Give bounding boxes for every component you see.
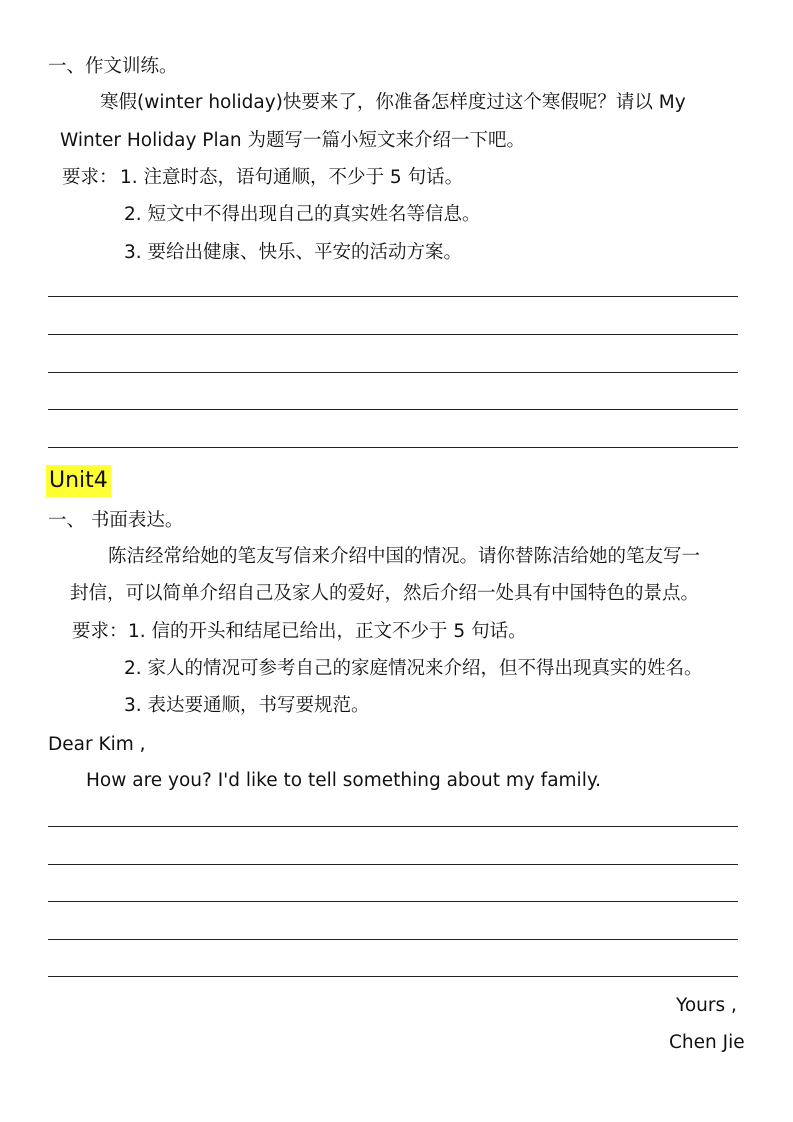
writing-line[interactable] <box>48 372 738 373</box>
section2-prompt-line1: 陈洁经常给她的笔友写信来介绍中国的情况。请你替陈洁给她的笔友写一 <box>108 546 701 567</box>
section1-prompt-line2: Winter Holiday Plan 为题写一篇小短文来介绍一下吧。 <box>60 130 526 151</box>
section2-requirement-3: 3. 表达要通顺，书写要规范。 <box>124 695 370 716</box>
section2-requirement-1: 1. 信的开头和结尾已给出，正文不少于 5 句话。 <box>128 621 527 642</box>
section2-heading: 一、 书面表达。 <box>48 510 184 531</box>
section1-requirement-3: 3. 要给出健康、快乐、平安的活动方案。 <box>124 242 463 263</box>
section1-requirements-label: 要求： <box>62 167 118 188</box>
letter-signature: Chen Jie <box>669 1032 745 1053</box>
section2-requirements-label: 要求： <box>72 621 128 642</box>
writing-line[interactable] <box>48 939 738 940</box>
section2-requirement-2: 2. 家人的情况可参考自己的家庭情况来介绍，但不得出现真实的姓名。 <box>124 658 703 679</box>
writing-line[interactable] <box>48 447 738 448</box>
unit-label: Unit4 <box>46 465 111 497</box>
letter-closing: Yours , <box>676 995 737 1016</box>
writing-line[interactable] <box>48 901 738 902</box>
letter-greeting: Dear Kim , <box>48 734 146 755</box>
section1-heading: 一、作文训练。 <box>48 56 178 77</box>
section1-prompt-line1: 寒假(winter holiday)快要来了，你准备怎样度过这个寒假呢？请以 My <box>100 92 686 113</box>
writing-line[interactable] <box>48 976 738 977</box>
writing-line[interactable] <box>48 826 738 827</box>
writing-line[interactable] <box>48 409 738 410</box>
section1-requirement-2: 2. 短文中不得出现自己的真实姓名等信息。 <box>124 204 481 225</box>
letter-opening-sentence: How are you? I'd like to tell something about my family. <box>86 770 602 791</box>
writing-line[interactable] <box>48 296 738 297</box>
writing-line[interactable] <box>48 334 738 335</box>
section1-requirement-1: 1. 注意时态，语句通顺，不少于 5 句话。 <box>120 167 464 188</box>
writing-line[interactable] <box>48 864 738 865</box>
section2-prompt-line2: 封信，可以简单介绍自己及家人的爱好，然后介绍一处具有中国特色的景点。 <box>70 583 700 604</box>
